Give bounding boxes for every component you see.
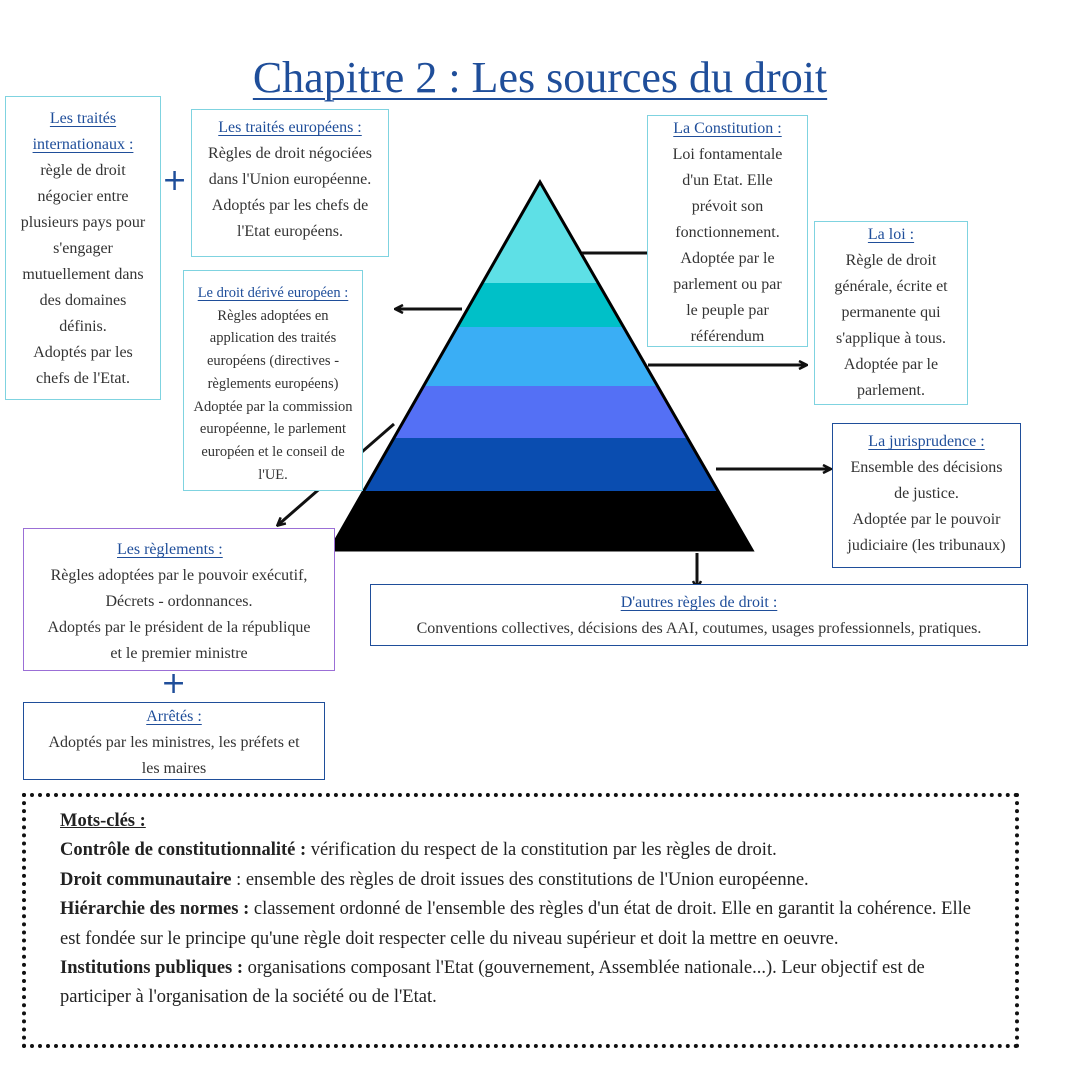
keyword-item — [60, 895, 981, 954]
plus-sign-top: + — [162, 163, 188, 198]
loi-text: Règle de droit générale, écrite et permanente qui s'applique à tous. Adoptée par le parlement. — [834, 252, 948, 399]
page-title: Chapitre 2 : Les sources du droit — [252, 53, 828, 102]
keyword-definition: organisations composant l'Etat (gouvernement, Assemblée nationale...). Leur objectif est de participer à l'organisation de la société ou de l'Etat. — [60, 958, 925, 1008]
droit-derive-box — [183, 270, 363, 491]
jurisprudence-heading: La jurisprudence : — [868, 433, 985, 450]
pyramid-level-5 — [364, 438, 718, 491]
arretes-text: Adoptés par les ministres, les préfets et les maires — [48, 734, 300, 777]
pyramid-level-3 — [424, 327, 658, 386]
keywords-box — [22, 793, 1019, 1048]
reglements-text: Règles adoptées par le pouvoir exécutif, Décrets - ordonnances. Adoptés par le président de la république et le premier ministre — [47, 567, 311, 662]
droit-derive-text: Règles adoptées en application des traités européens (directives - règlements européens) Adoptée par la commission européenne, le parlement européen et le conseil de l'UE. — [193, 307, 353, 483]
traites-europeens-heading: Les traités européens : — [218, 119, 362, 136]
arretes-heading: Arrêtés : — [146, 708, 202, 725]
pyramid-level-2 — [457, 283, 623, 327]
keyword-definition: : ensemble des règles de droit issues des constitutions de l'Union européenne. — [231, 869, 809, 890]
traites-europeens-text: Règles de droit négociées dans l'Union européenne. Adoptés par les chefs de l'Etat européens. — [208, 145, 372, 240]
keyword-item — [60, 866, 981, 895]
traites-internationaux-box — [5, 96, 161, 400]
plus-sign-bottom: + — [161, 666, 187, 701]
pyramid-level-6 — [330, 491, 752, 550]
autres-regles-heading: D'autres règles de droit : — [620, 594, 778, 611]
loi-heading: La loi : — [867, 226, 915, 243]
traites-internationaux-text: règle de droit négocier entre plusieurs pays pour s'engager mutuellement dans des domaines définis. Adoptés par les chefs de l'Etat. — [20, 162, 146, 387]
reglements-box — [23, 528, 335, 671]
pyramid-level-1 — [482, 182, 598, 283]
keyword-definition: classement ordonné de l'ensemble des règles d'un état de droit. Elle en garantit la cohérence. Elle est fondée sur le principe qu'une règle doit respecter celle du niveau supérieur et doit la mettre en oeuvre. — [60, 899, 971, 949]
arretes-box — [23, 702, 325, 780]
pyramid-level-4 — [394, 386, 688, 438]
jurisprudence-box — [832, 423, 1021, 568]
keyword-term: Droit communautaire — [60, 869, 232, 890]
droit-derive-heading: Le droit dérivé européen : — [197, 285, 349, 301]
keywords-heading: Mots-clés : — [60, 811, 146, 831]
keyword-term: Institutions publiques : — [60, 958, 244, 979]
keyword-item — [60, 954, 981, 1013]
constitution-box — [647, 115, 808, 347]
keyword-item — [60, 836, 981, 865]
autres-regles-text: Conventions collectives, décisions des AAI, coutumes, usages professionnels, pratiques. — [416, 620, 982, 637]
keyword-term: Hiérarchie des normes : — [60, 899, 250, 920]
autres-regles-box — [370, 584, 1028, 646]
reglements-heading: Les règlements : — [117, 541, 223, 558]
constitution-heading: La Constitution : — [673, 120, 782, 137]
traites-europeens-box — [191, 109, 389, 257]
keyword-definition: vérification du respect de la constitution par les règles de droit. — [306, 840, 777, 861]
loi-box — [814, 221, 968, 405]
traites-internationaux-heading: Les traités internationaux : — [32, 110, 134, 153]
keyword-term: Contrôle de constitutionnalité : — [60, 840, 307, 861]
jurisprudence-text: Ensemble des décisions de justice. Adoptée par le pouvoir judiciaire (les tribunaux) — [847, 459, 1006, 554]
constitution-text: Loi fontamentale d'un Etat. Elle prévoit son fonctionnement. Adoptée par le parlement ou par le peuple par référendum — [672, 146, 783, 345]
